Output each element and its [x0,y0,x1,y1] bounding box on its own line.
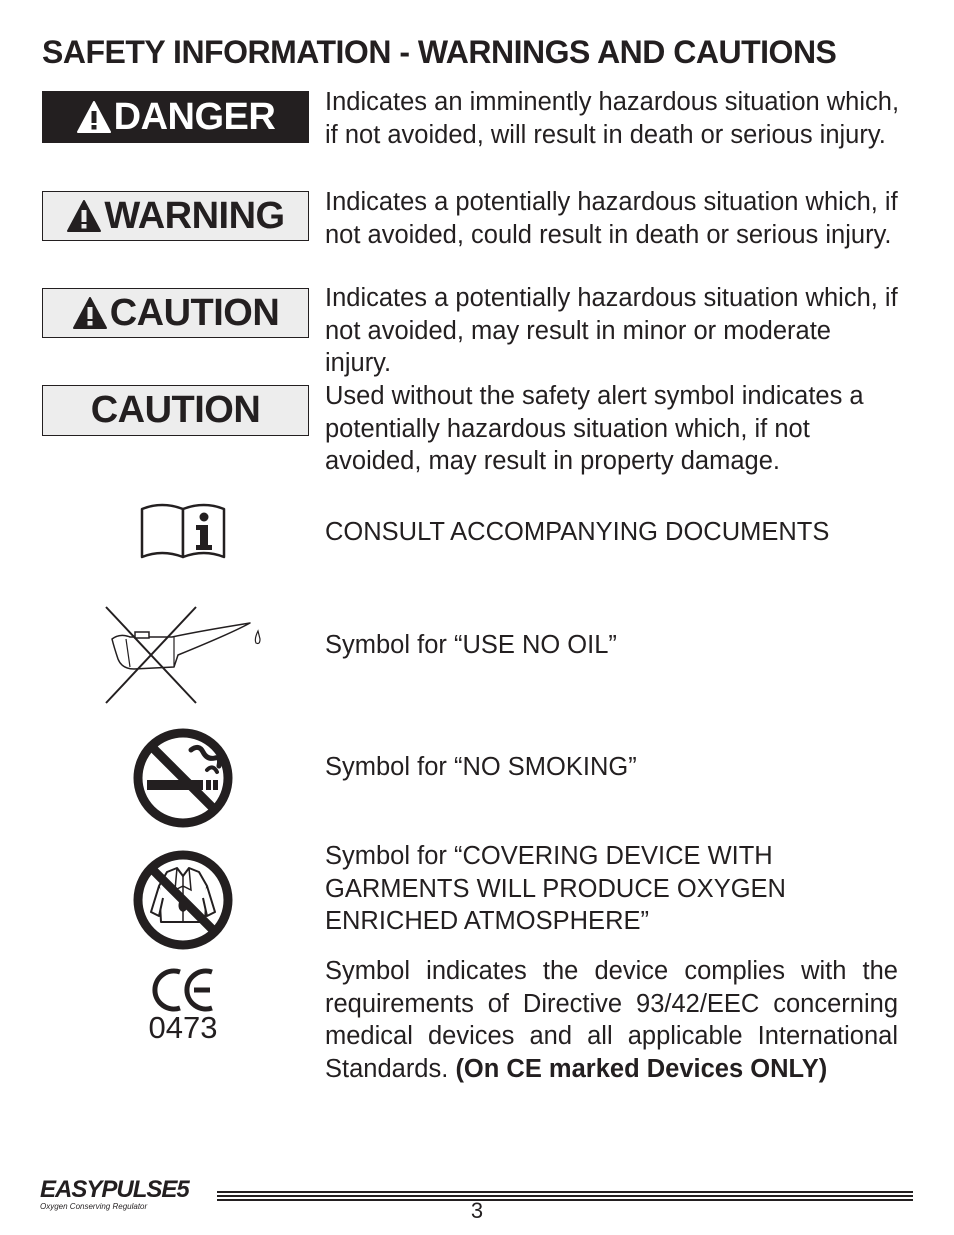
brand-tagline: Oxygen Conserving Regulator [40,1202,148,1211]
caution-text: CAUTION [90,389,261,431]
consult-documents-icon [138,497,228,563]
brand-name: EASYPULSE5 [40,1176,189,1203]
ce-description [325,955,898,1085]
warning-triangle-icon [72,296,108,330]
brand-logo [40,1178,189,1212]
warning-text: WARNING [104,194,285,237]
consult-documents-text: CONSULT ACCOMPANYING DOCUMENTS [325,518,830,546]
ce-mark-icon [150,968,216,1012]
no-smoking-icon [133,728,233,828]
page-number: 3 [470,1198,484,1223]
ce-notified-body-number: 0473 [148,1010,218,1045]
ce-description-text: Symbol indicates the device complies with the requirements of Directive 93/42/EEC concerning medical devices and all applicable International Standards. [325,957,898,1083]
warning-triangle-icon [66,199,102,233]
caution-alert-description: Indicates a potentially hazardous situation which, if not avoided, may result in minor or moderate injury. [325,284,898,377]
no-smoking-text: Symbol for “NO SMOKING” [325,753,637,781]
warning-triangle-icon [76,100,112,134]
covering-garments-text: Symbol for “COVERING DEVICE WITH GARMENTS WILL PRODUCE OXYGEN ENRICHED ATMOSPHERE” [325,842,786,935]
page-title: SAFETY INFORMATION - WARNINGS AND CAUTIONS [42,34,837,70]
footer-rule [217,1195,913,1197]
warning-description: Indicates a potentially hazardous situation which, if not avoided, could result in death or serious injury. [325,188,898,249]
no-oil-icon [100,603,266,707]
danger-text: DANGER [113,95,276,138]
ce-description-note: (On CE marked Devices ONLY) [455,1054,828,1083]
warning-label [42,191,309,241]
footer-rule [217,1191,913,1193]
danger-label [42,91,309,143]
danger-description: Indicates an imminently hazardous situation which, if not avoided, will result in death or serious injury. [325,88,900,149]
caution-label [42,385,309,436]
no-oil-text: Symbol for “USE NO OIL” [325,631,617,659]
caution-alert-text: CAUTION [109,291,280,334]
no-covering-garments-icon [133,850,233,950]
footer-rule [217,1199,913,1201]
caution-alert-label [42,288,309,338]
caution-description: Used without the safety alert symbol indicates a potentially hazardous situation which, if not avoided, may result in property damage. [325,382,864,475]
